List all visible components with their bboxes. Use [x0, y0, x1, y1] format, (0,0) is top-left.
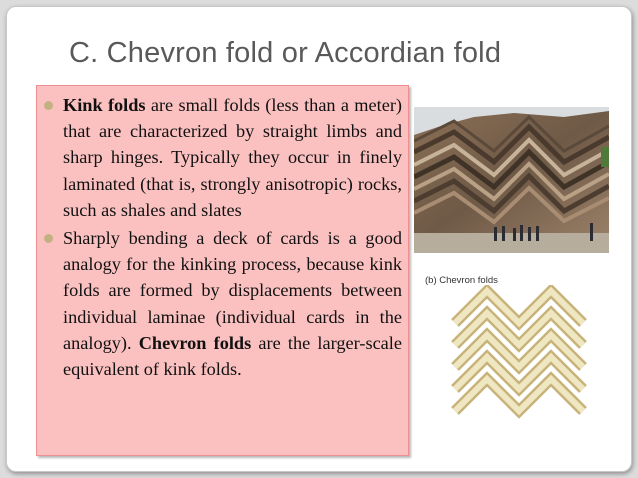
term-kink-folds: Kink folds: [63, 95, 146, 115]
bullet-kink-folds: [63, 92, 402, 223]
slide: [6, 6, 632, 472]
figure-caption: (b) Chevron folds: [425, 275, 498, 286]
bullet-dot-icon: [44, 234, 53, 243]
outcrop-photo: [414, 107, 609, 253]
content-textbox: [36, 85, 409, 456]
bullet-deck-analogy: [63, 225, 402, 382]
bullet-text: Sharply bending a deck of cards is a good analogy for the kinking process, because kink folds are formed by displacements between individual laminae (individual cards in the analogy).: [63, 228, 402, 353]
chevron-fold-diagram: [447, 285, 597, 425]
bullet-text: are small folds (less than a meter) that are characterized by straight limbs and sharp hinges. Typically they occur in finely laminated (that is, strongly anisotropic) rocks, such as shales and slates: [63, 95, 403, 220]
bullet-text: are the larger-scale equivalent of kink folds.: [63, 332, 402, 380]
slide-title: C. Chevron fold or Accordian fold: [69, 37, 502, 69]
term-chevron-folds: Chevron folds: [138, 332, 252, 353]
bullet-dot-icon: [44, 101, 53, 110]
